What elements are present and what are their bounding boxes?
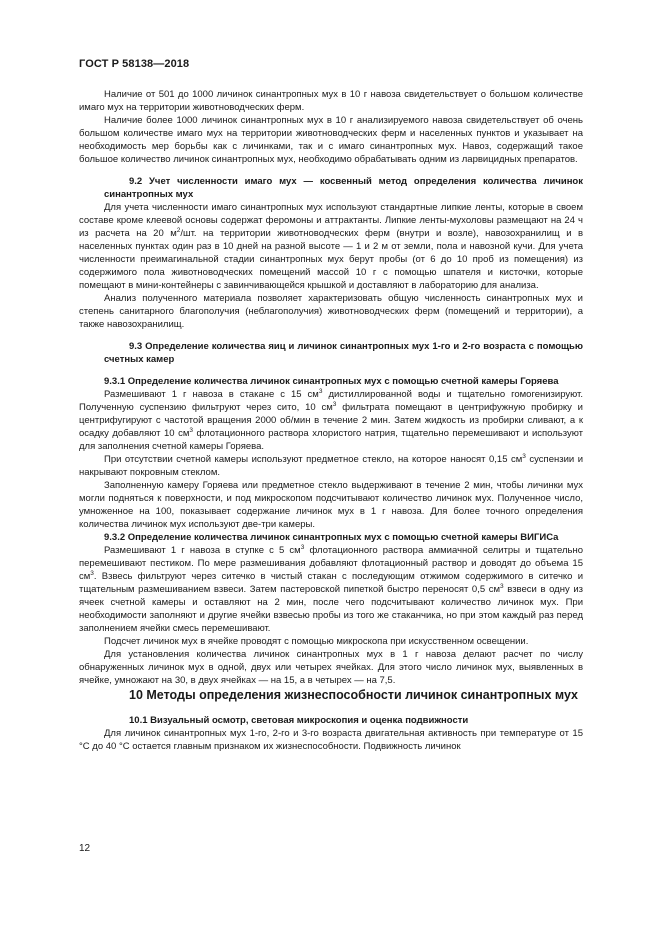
paragraph: Заполненную камеру Горяева или предметное стекло выдерживают в течение 2 мин, чтобы личинки мух могли подняться к поверхности, и под микроскопом подсчитывают количество личинок мух. Полученное число, умноженное на 100, показывает содержание личинок мух в 1 г навоза. Для более точного определения количества личинок мух используют две-три камеры. bbox=[79, 480, 583, 530]
document-body bbox=[79, 88, 583, 753]
standard-header: ГОСТ Р 58138—2018 bbox=[79, 58, 190, 70]
paragraph: Подсчет личинок мух в ячейке проводят с помощью микроскопа при искусственном освещении. bbox=[104, 636, 529, 647]
section-heading-9-2: 9.2 Учет численности имаго мух — косвенный метод определения количества личинок синантропных мух bbox=[104, 176, 583, 200]
paragraph: Для личинок синантропных мух 1-го, 2-го и 3-го возраста двигательная активность при температуре от 15 °С до 40 °С остается главным признаком их жизнеспособности. Подвижность личинок bbox=[79, 728, 583, 752]
paragraph: Анализ полученного материала позволяет характеризовать общую численность синантропных мух и степень санитарного благополучия (неблагополучия) животноводческих ферм (помещений и территории), а также навозохранилищ. bbox=[79, 293, 583, 330]
section-heading-9-3: 9.3 Определение количества яиц и личинок синантропных мух 1-го и 2-го возраста с помощью счетных камер bbox=[104, 341, 583, 365]
section-heading-10-1: 10.1 Визуальный осмотр, световая микроскопия и оценка подвижности bbox=[129, 715, 469, 726]
paragraph: Наличие более 1000 личинок синантропных мух в 10 г анализируемого навоза свидетельствует об очень большом количестве имаго мух на территории животноводческих ферм и населенных пунктов и указывает на необходимость мер борьбы как с личинками, так и с имаго синантропных мух. Навоз, содержащий такое большое количество личинок синантропных мух, необходимо обрабатывать одним из ларвицидных препаратов. bbox=[79, 115, 583, 165]
paragraph: При отсутствии счетной камеры используют предметное стекло, на которое наносят 0,15 $см^3$ суспензии и накрывают покровным стеклом. bbox=[79, 452, 584, 478]
paragraph: Размешивают 1 г навоза в ступке с 5 $см^3$ флотационного раствора аммиачной селитры и тщательно перемешивают пестиком. По мере размешивания добавляют флотационный раствор и доводят до объема 15 $см^3$. Взвесь фильтруют через ситечко в чистый стакан с последующим отжимом содержимого в ситечко и тщательным размешиванием взвеси. Затем пастеровской пипеткой быстро переносят 0,5 $см^3$ взвеси в одну из ячеек счетной камеры и оставляют на 2 мин, после чего подсчитывают количество личинок мух. При необходимости заполняют и другие ячейки взвесью пробы из того же стаканчика, но при этом каждый раз перед заполнением ячейки смесь перемешивают. bbox=[79, 543, 583, 634]
paragraph: Для учета численности имаго синантропных мух используют стандартные липкие ленты, которые в своем составе кроме клеевой основы содержат феромоны и аттрактанты. Липкие ленты-мухоловы размещают на 24 ч из расчета на 20 $м^2/шт$. на территории животноводческих ферм (внутри и возле), навозохранилищ и в населенных пунктах один раз в 10 дней на разной высоте — 1 и 2 м от земли, пола и навозной кучи. Для учета численности преимагинальной стадии синантропных мух берут пробы (от 6 до 10 проб из помещения) из содержимого пола животноводческих помещений массой 10 г с помощью шпателя и кисточки, которые помещают в мини-контейнеры с завинчивающейся крышкой и доставляют в лабораторию для анализа. bbox=[79, 202, 583, 291]
section-heading-10: 10 Методы определения жизнеспособности личинок синантропных мух bbox=[129, 688, 579, 702]
section-heading-9-3-2: 9.3.2 Определение количества личинок синантропных мух с помощью счетной камеры ВИГИСа bbox=[104, 532, 559, 543]
page-number: 12 bbox=[79, 843, 91, 854]
paragraph: Наличие от 501 до 1000 личинок синантропных мух в 10 г навоза свидетельствует о большом количестве имаго мух на территории животноводческих ферм. bbox=[79, 89, 583, 113]
section-heading-9-3-1: 9.3.1 Определение количества личинок синантропных мух с помощью счетной камеры Горяева bbox=[104, 376, 559, 387]
paragraph: Для установления количества личинок синантропных мух в 1 г навоза делают расчет по числу обнаруженных личинок мух в одной, двух или четырех ячейках. Для этого число личинок мух, выявленных в ячейке, умножают на 30, в двух ячейках — на 15, а в четырех — на 7,5. bbox=[79, 649, 583, 686]
paragraph: Размешивают 1 г навоза в стакане с 15 $см^3$ дистиллированной воды и тщательно гомогенизируют. Полученную суспензию фильтруют через сито, 10 $см^3$ фильтрата помещают в центрифужную пробирку и центрифугируют с частотой вращения 2000 об/мин в течение 2 мин. Затем жидкость из пробирки сливают, а к осадку добавляют 10 $см^3$ флотационного раствора хлористого натрия, тщательно перемешивают и используют для заполнения счетной камеры Горяева. bbox=[79, 387, 583, 452]
